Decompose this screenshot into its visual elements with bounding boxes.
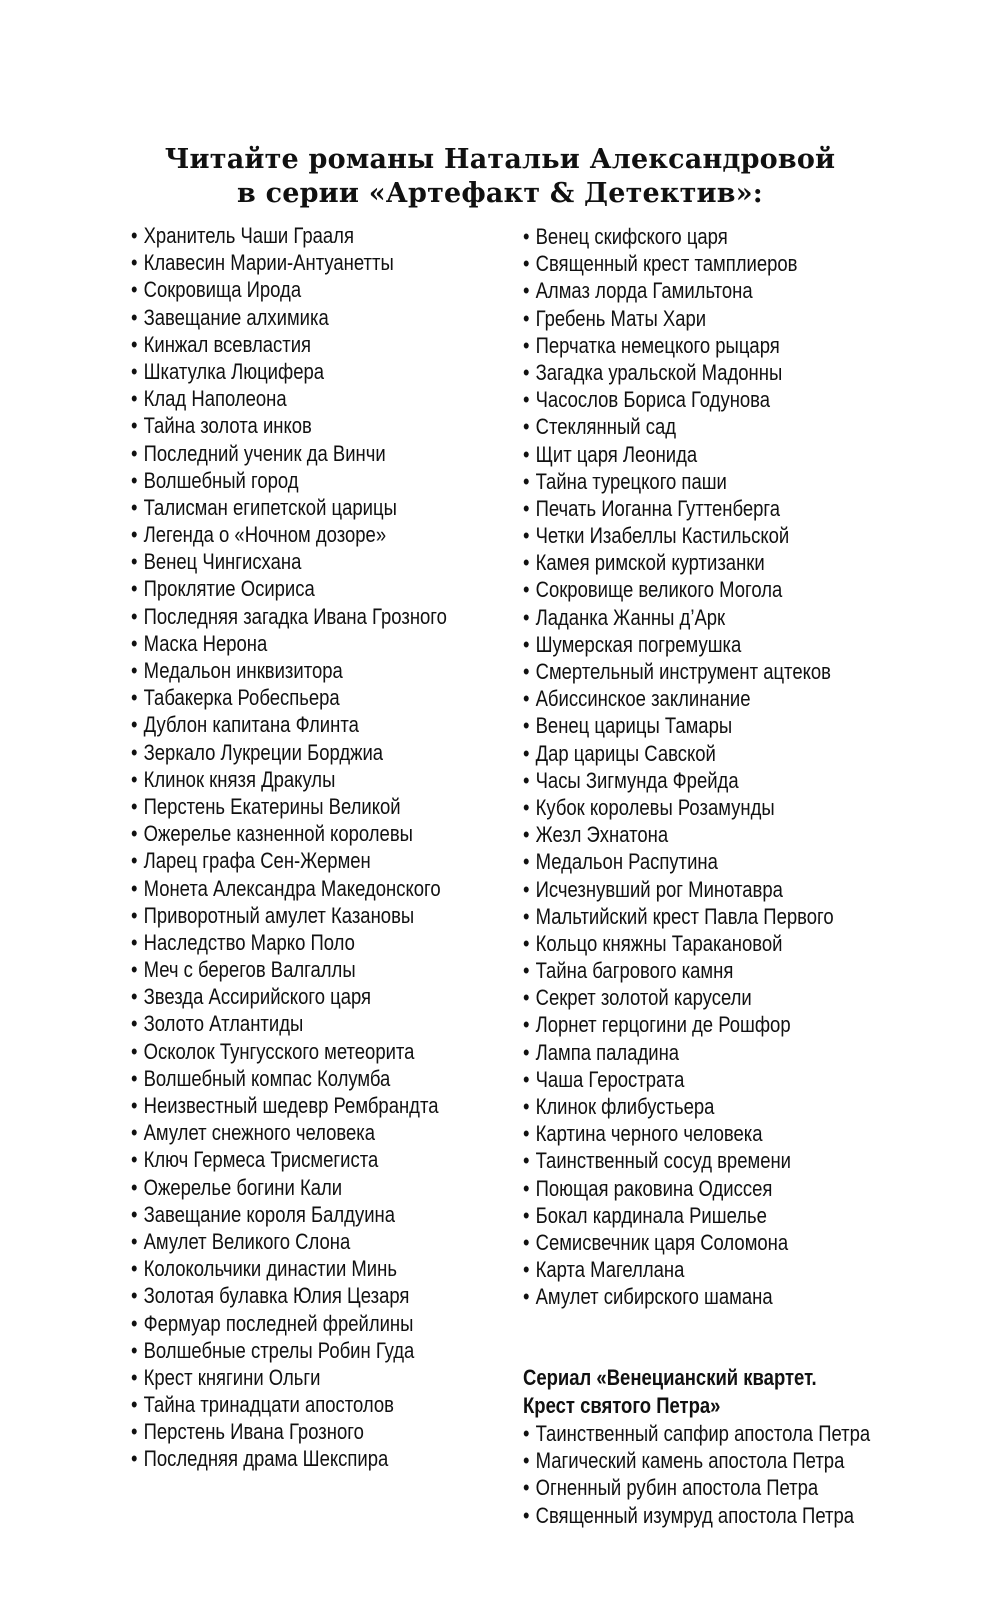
list-item: • Монета Александра Македонского <box>131 875 450 902</box>
list-item: • Завещание алхимика <box>131 304 450 331</box>
list-item: • Неизвестный шедевр Рембрандта <box>131 1092 450 1119</box>
list-item: • Волшебный компас Колумба <box>131 1065 450 1092</box>
list-item: • Волшебные стрелы Робин Гуда <box>131 1337 450 1364</box>
list-item: • Ладанка Жанны д’Арк <box>523 604 842 631</box>
list-item: • Проклятие Осириса <box>131 575 450 602</box>
list-item: • Кольцо княжны Таракановой <box>523 930 842 957</box>
list-item: • Смертельный инструмент ацтеков <box>523 658 842 685</box>
right-book-list <box>523 223 903 1311</box>
list-item: • Легенда о «Ночном дозоре» <box>131 521 450 548</box>
list-item: • Часы Зигмунда Фрейда <box>523 767 842 794</box>
list-item: • Камея римской куртизанки <box>523 549 842 576</box>
serial-title-line-1: Сериал «Венецианский квартет. <box>523 1365 817 1390</box>
list-item: • Табакерка Робеспьера <box>131 684 450 711</box>
list-item: • Дублон капитана Флинта <box>131 711 450 738</box>
list-item: • Крест княгини Ольги <box>131 1364 450 1391</box>
list-item: • Ожерелье богини Кали <box>131 1174 450 1201</box>
list-item: • Таинственный сосуд времени <box>523 1147 842 1174</box>
list-item: • Тайна багрового камня <box>523 957 842 984</box>
list-item: • Перстень Екатерины Великой <box>131 793 450 820</box>
list-item: • Мальтийский крест Павла Первого <box>523 903 842 930</box>
list-item: • Бокал кардинала Ришелье <box>523 1202 842 1229</box>
list-item: • Таинственный сапфир апостола Петра <box>523 1420 876 1447</box>
list-item: • Сокровища Ирода <box>131 276 450 303</box>
list-item: • Венец скифского царя <box>523 223 842 250</box>
list-item: • Зеркало Лукреции Борджиа <box>131 739 450 766</box>
list-item: • Загадка уральской Мадонны <box>523 359 842 386</box>
list-item: • Талисман египетской царицы <box>131 494 450 521</box>
list-item: • Колокольчики династии Минь <box>131 1255 450 1282</box>
list-item: • Лампа паладина <box>523 1039 842 1066</box>
list-item: • Клинок князя Дракулы <box>131 766 450 793</box>
list-item: • Алмаз лорда Гамильтона <box>523 277 842 304</box>
list-item: • Семисвечник царя Соломона <box>523 1229 842 1256</box>
list-item: • Последний ученик да Винчи <box>131 440 450 467</box>
list-item: • Медальон инквизитора <box>131 657 450 684</box>
list-item: • Кинжал всевластия <box>131 331 450 358</box>
page-heading <box>0 143 1000 211</box>
serial-section <box>523 1364 943 1529</box>
list-item: • Волшебный город <box>131 467 450 494</box>
list-item: • Шкатулка Люцифера <box>131 358 450 385</box>
list-item: • Часослов Бориса Годунова <box>523 386 842 413</box>
list-item: • Приворотный амулет Казановы <box>131 902 450 929</box>
list-item: • Клинок флибустьера <box>523 1093 842 1120</box>
list-item: • Венец Чингисхана <box>131 548 450 575</box>
list-item: • Чаша Герострата <box>523 1066 842 1093</box>
list-item: • Медальон Распутина <box>523 848 842 875</box>
list-item: • Лорнет герцогини де Рошфор <box>523 1011 842 1038</box>
list-item: • Амулет сибирского шамана <box>523 1283 842 1310</box>
list-item: • Секрет золотой карусели <box>523 984 842 1011</box>
list-item: • Гребень Маты Хари <box>523 305 842 332</box>
list-item: • Печать Иоганна Гуттенберга <box>523 495 842 522</box>
list-item: • Тайна золота инков <box>131 412 450 439</box>
list-item: • Магический камень апостола Петра <box>523 1447 876 1474</box>
list-item: • Золотая булавка Юлия Цезаря <box>131 1282 450 1309</box>
list-item: • Золото Атлантиды <box>131 1010 450 1037</box>
list-item: • Амулет Великого Слона <box>131 1228 450 1255</box>
list-item: • Клад Наполеона <box>131 385 450 412</box>
list-item: • Дар царицы Савской <box>523 740 842 767</box>
list-item: • Священный крест тамплиеров <box>523 250 842 277</box>
left-book-list <box>131 222 511 1473</box>
list-item: • Картина черного человека <box>523 1120 842 1147</box>
list-item: • Наследство Марко Поло <box>131 929 450 956</box>
list-item: • Последняя драма Шекспира <box>131 1445 450 1472</box>
list-item: • Перчатка немецкого рыцаря <box>523 332 842 359</box>
list-item: • Исчезнувший рог Минотавра <box>523 876 842 903</box>
list-item: • Карта Магеллана <box>523 1256 842 1283</box>
serial-title-line-2: Крест святого Петра» <box>523 1393 721 1418</box>
list-item: • Священный изумруд апостола Петра <box>523 1502 876 1529</box>
list-item: • Огненный рубин апостола Петра <box>523 1474 876 1501</box>
list-item: • Маска Нерона <box>131 630 450 657</box>
list-item: • Четки Изабеллы Кастильской <box>523 522 842 549</box>
list-item: • Кубок королевы Розамунды <box>523 794 842 821</box>
list-item: • Щит царя Леонида <box>523 441 842 468</box>
list-item: • Осколок Тунгусского метеорита <box>131 1038 450 1065</box>
list-item: • Ларец графа Сен-Жермен <box>131 847 450 874</box>
list-item: • Венец царицы Тамары <box>523 712 842 739</box>
heading-line-1: Читайте романы Натальи Александровой <box>164 144 836 175</box>
heading-line-2: в серии «Артефакт & Детектив»: <box>237 178 763 209</box>
list-item: • Завещание короля Балдуина <box>131 1201 450 1228</box>
list-item: • Перстень Ивана Грозного <box>131 1418 450 1445</box>
list-item: • Клавесин Марии-Антуанетты <box>131 249 450 276</box>
list-item: • Стеклянный сад <box>523 413 842 440</box>
list-item: • Последняя загадка Ивана Грозного <box>131 603 450 630</box>
serial-book-list <box>523 1420 943 1529</box>
list-item: • Хранитель Чаши Грааля <box>131 222 450 249</box>
list-item: • Фермуар последней фрейлины <box>131 1310 450 1337</box>
list-item: • Абиссинское заклинание <box>523 685 842 712</box>
list-item: • Ожерелье казненной королевы <box>131 820 450 847</box>
list-item: • Тайна тринадцати апостолов <box>131 1391 450 1418</box>
list-item: • Тайна турецкого паши <box>523 468 842 495</box>
list-item: • Поющая раковина Одиссея <box>523 1175 842 1202</box>
list-item: • Шумерская погремушка <box>523 631 842 658</box>
list-item: • Ключ Гермеса Трисмегиста <box>131 1146 450 1173</box>
list-item: • Амулет снежного человека <box>131 1119 450 1146</box>
list-item: • Меч с берегов Валгаллы <box>131 956 450 983</box>
list-item: • Сокровище великого Могола <box>523 576 842 603</box>
list-item: • Звезда Ассирийского царя <box>131 983 450 1010</box>
list-item: • Жезл Эхнатона <box>523 821 842 848</box>
